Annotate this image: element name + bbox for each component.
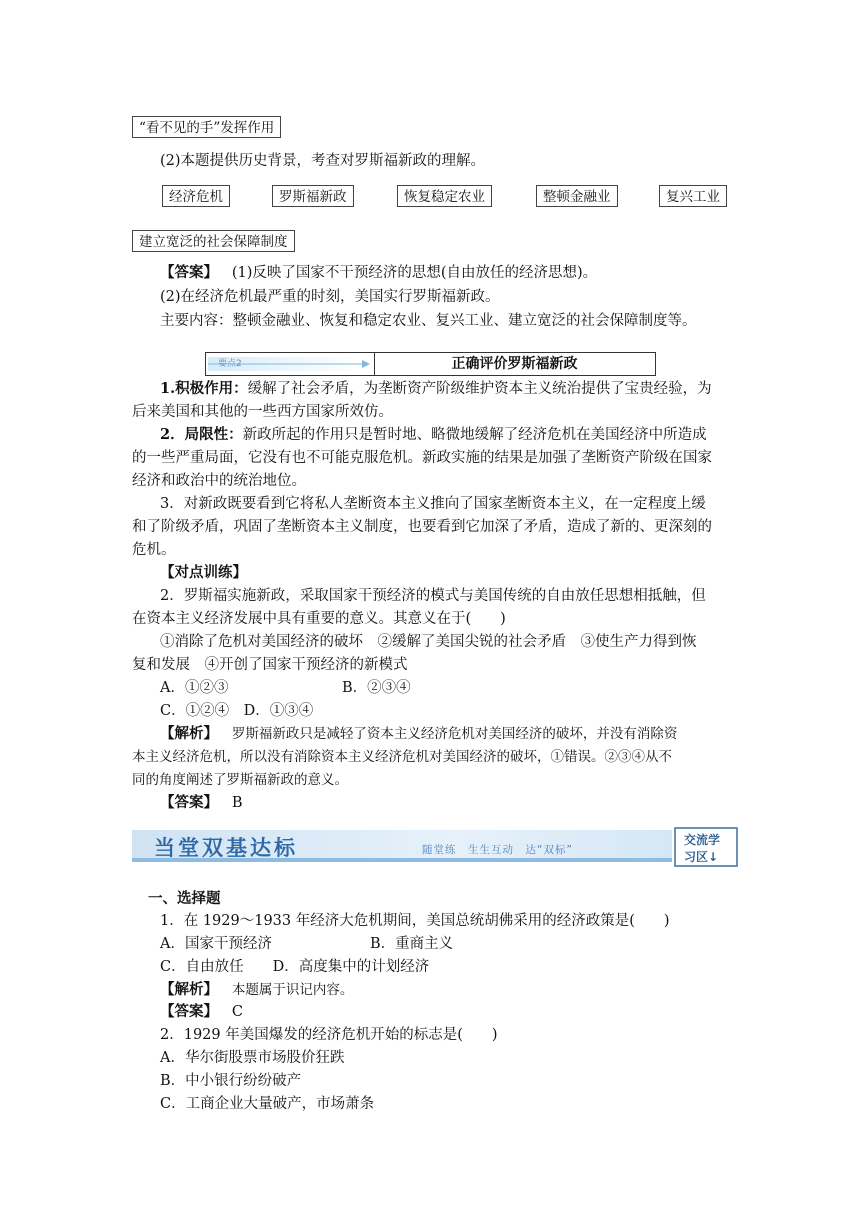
answer-label: 【答案】 bbox=[160, 264, 218, 281]
practice-option-a: A．①②③ bbox=[160, 680, 229, 696]
flow-box-new-deal: 罗斯福新政 bbox=[272, 185, 354, 207]
analysis-text: 本题属于识记内容。 bbox=[231, 982, 354, 998]
answer-value: B bbox=[231, 795, 243, 811]
answer-label: 【答案】 bbox=[160, 794, 218, 811]
answer-1-line2: (2)在经济危机最严重的时刻，美国实行罗斯福新政。 bbox=[160, 289, 500, 305]
exercise-q1-answer bbox=[160, 1001, 243, 1023]
practice-header: 【对点训练】 bbox=[160, 564, 247, 581]
flow-box-industry: 复兴工业 bbox=[659, 185, 727, 207]
section-header-evaluation bbox=[205, 352, 656, 376]
practice-analysis-line3: 同的角度阐述了罗斯福新政的意义。 bbox=[132, 772, 348, 788]
answer-1-text1: (1)反映了国家不干预经济的思想(自由放任的经济思想)。 bbox=[231, 265, 598, 281]
point-1-text1: 缓解了社会矛盾，为垄断资产阶级维护资本主义统治提供了宝贵经验，为 bbox=[247, 381, 712, 397]
practice-question-line2: 在资本主义经济发展中具有重要的意义。其意义在于( ) bbox=[132, 611, 506, 627]
point-2-label: 2．局限性： bbox=[160, 426, 243, 443]
flow-box-agriculture: 恢复稳定农业 bbox=[397, 185, 492, 207]
point-1-line1 bbox=[160, 378, 712, 400]
question-part2-text: (2)本题提供历史背景，考查对罗斯福新政的理解。 bbox=[160, 153, 486, 169]
practice-analysis-line1 bbox=[160, 723, 677, 745]
analysis-text1: 罗斯福新政只是减轻了资本主义经济危机对美国经济的破坏，并没有消除资 bbox=[231, 726, 678, 742]
flow-box-invisible-hand: “看不见的手”发挥作用 bbox=[132, 116, 281, 138]
section-tag-arrow bbox=[206, 353, 375, 375]
practice-answer bbox=[160, 792, 242, 814]
exercise-q1: 1．在 1929～1933 年经济大危机期间，美国总统胡佛采用的经济政策是( ) bbox=[160, 913, 670, 929]
exercise-q2-option-c: C．工商企业大量破产，市场萧条 bbox=[160, 1096, 375, 1112]
exercise-q1-option-b: B．重商主义 bbox=[370, 936, 454, 952]
exercise-section-title: 一、选择题 bbox=[148, 890, 221, 907]
point-3-line3: 危机。 bbox=[132, 542, 176, 558]
flow-box-finance: 整顿金融业 bbox=[536, 185, 618, 207]
practice-options-line1: ①消除了危机对美国经济的破坏 ②缓解了美国尖锐的社会矛盾 ③使生产力得到恢 bbox=[160, 634, 697, 650]
banner-subtitle: 随堂练 生生互动 达“双标” bbox=[422, 844, 573, 856]
section-title: 正确评价罗斯福新政 bbox=[451, 356, 578, 372]
point-2-line1 bbox=[160, 424, 707, 446]
practice-analysis-line2: 本主义经济危机，所以没有消除资本主义经济危机对美国经济的破坏，①错误。②③④从不 bbox=[132, 749, 672, 765]
analysis-label: 【解析】 bbox=[160, 981, 218, 998]
banner-badge-line1: 交流学 bbox=[684, 833, 721, 847]
answer-value: C bbox=[231, 1004, 243, 1020]
flow-box-social-security: 建立宽泛的社会保障制度 bbox=[132, 230, 295, 252]
practice-options-line2: 复和发展 ④开创了国家干预经济的新模式 bbox=[132, 657, 408, 673]
practice-option-cd: C．①②④ D．①③④ bbox=[160, 703, 314, 719]
point-2-line3: 经济和政治中的统治地位。 bbox=[132, 473, 306, 489]
practice-question-line1: 2．罗斯福实施新政，采取国家干预经济的模式与美国传统的自由放任思想相抵触，但 bbox=[160, 588, 706, 604]
exercise-q2-option-b: B．中小银行纷纷破产 bbox=[160, 1073, 302, 1089]
banner-title: 当堂双基达标 bbox=[154, 836, 298, 860]
analysis-label: 【解析】 bbox=[160, 725, 218, 742]
point-3-line1: 3．对新政既要看到它将私人垄断资本主义推向了国家垄断资本主义，在一定程度上缓 bbox=[160, 496, 706, 512]
exercise-q2-option-a: A．华尔街股票市场股价狂跌 bbox=[160, 1050, 345, 1066]
flow-box-economic-crisis: 经济危机 bbox=[162, 185, 230, 207]
point-3-line2: 和了阶级矛盾，巩固了垄断资本主义制度，也要看到它加深了矛盾，造成了新的、更深刻的 bbox=[132, 519, 712, 535]
exercise-q1-option-cd: C．自由放任 D．高度集中的计划经济 bbox=[160, 959, 430, 975]
point-1-label: 1.积极作用： bbox=[160, 380, 248, 397]
practice-option-b: B．②③④ bbox=[342, 680, 411, 696]
answer-label: 【答案】 bbox=[160, 1003, 218, 1020]
answer-1-line3: 主要内容：整顿金融业、恢复和稳定农业、复兴工业、建立宽泛的社会保障制度等。 bbox=[160, 313, 697, 329]
point-2-text1: 新政所起的作用只是暂时地、略微地缓解了经济危机在美国经济中所造成 bbox=[242, 427, 707, 443]
point-2-line2: 的一些严重局面，它没有也不可能克服危机。新政实施的结果是加强了垄断资产阶级在国家 bbox=[132, 450, 712, 466]
point-1-line2: 后来美国和其他的一些西方国家所效仿。 bbox=[132, 404, 393, 420]
exercise-q1-analysis bbox=[160, 979, 353, 1001]
exercise-q1-option-a: A．国家干预经济 bbox=[160, 936, 272, 952]
section-tag: 要点2 bbox=[218, 359, 242, 369]
section-banner bbox=[132, 826, 738, 868]
banner-badge-line2: 习区↓ bbox=[684, 850, 719, 864]
answer-1-line1 bbox=[160, 262, 597, 284]
exercise-q2: 2．1929 年美国爆发的经济危机开始的标志是( ) bbox=[160, 1027, 498, 1043]
